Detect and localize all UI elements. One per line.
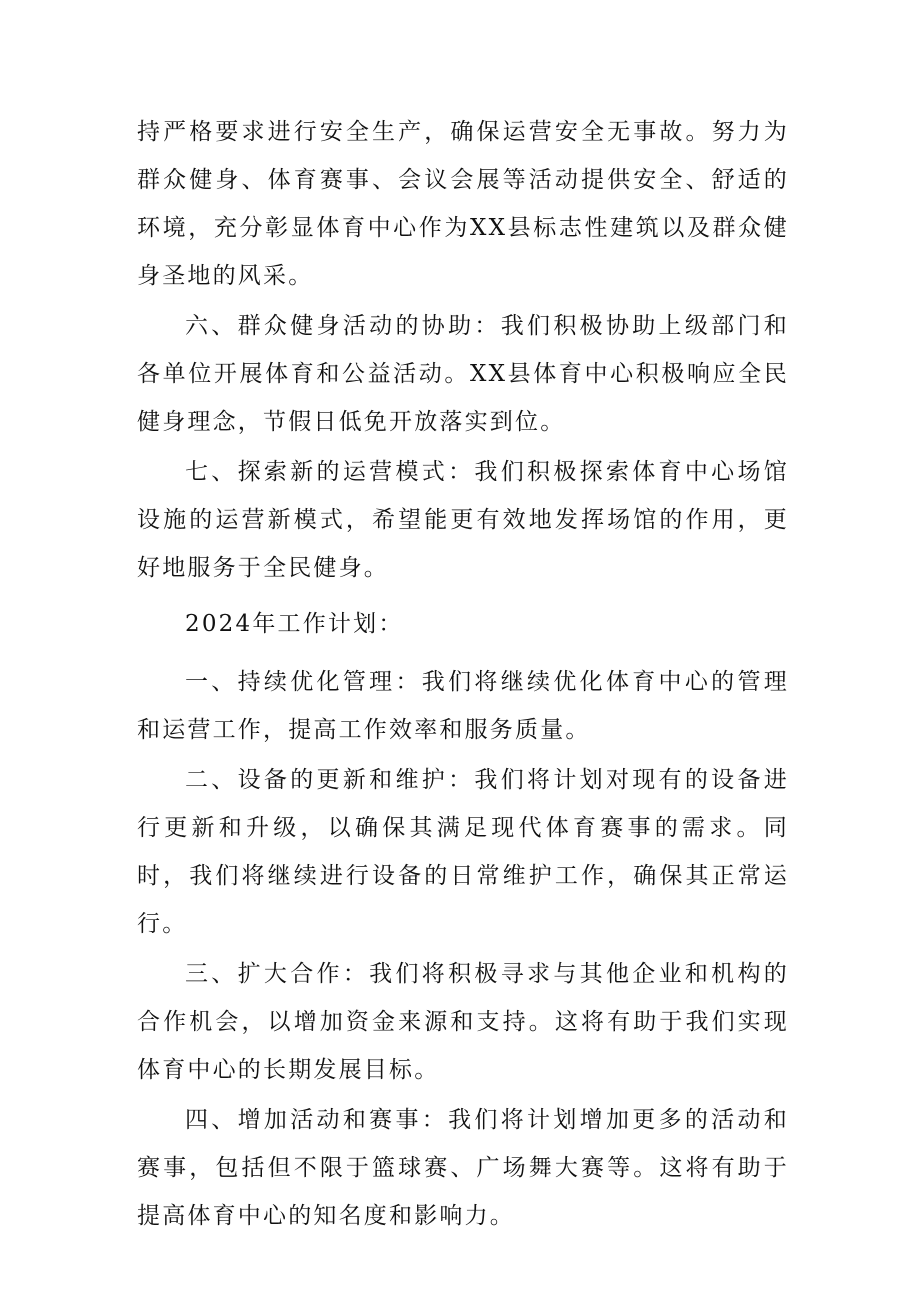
plan-item-four: 四、增加活动和赛事：我们将计划增加更多的活动和赛事，包括但不限于篮球赛、广场舞大赛等。这将有助于提高体育中心的知名度和影响力。	[137, 1107, 789, 1229]
plan-item-three: 三、扩大合作：我们将积极寻求与其他企业和机构的合作机会，以增加资金来源和支持。这将有助于我们实现体育中心的长期发展目标。	[137, 961, 789, 1083]
document-page	[137, 108, 789, 1242]
plan-item-two: 二、设备的更新和维护：我们将计划对现有的设备进行更新和升级，以确保其满足现代体育赛事的需求。同时，我们将继续进行设备的日常维护工作，确保其正常运行。	[137, 767, 789, 937]
plan-heading: 2024年工作计划：	[185, 611, 404, 637]
paragraph-item-seven: 七、探索新的运营模式：我们积极探索体育中心场馆设施的运营新模式，希望能更有效地发挥场馆的作用，更好地服务于全民健身。	[137, 459, 789, 581]
plan-item-one: 一、持续优化管理：我们将继续优化体育中心的管理和运营工作，提高工作效率和服务质量。	[137, 669, 789, 743]
paragraph-continuation: 持严格要求进行安全生产，确保运营安全无事故。努力为群众健身、体育赛事、会议会展等活动提供安全、舒适的环境，充分彰显体育中心作为XX县标志性建筑以及群众健身圣地的风采。	[137, 119, 789, 289]
paragraph-item-six: 六、群众健身活动的协助：我们积极协助上级部门和各单位开展体育和公益活动。XX县体育中心积极响应全民健身理念，节假日低免开放落实到位。	[137, 313, 789, 435]
